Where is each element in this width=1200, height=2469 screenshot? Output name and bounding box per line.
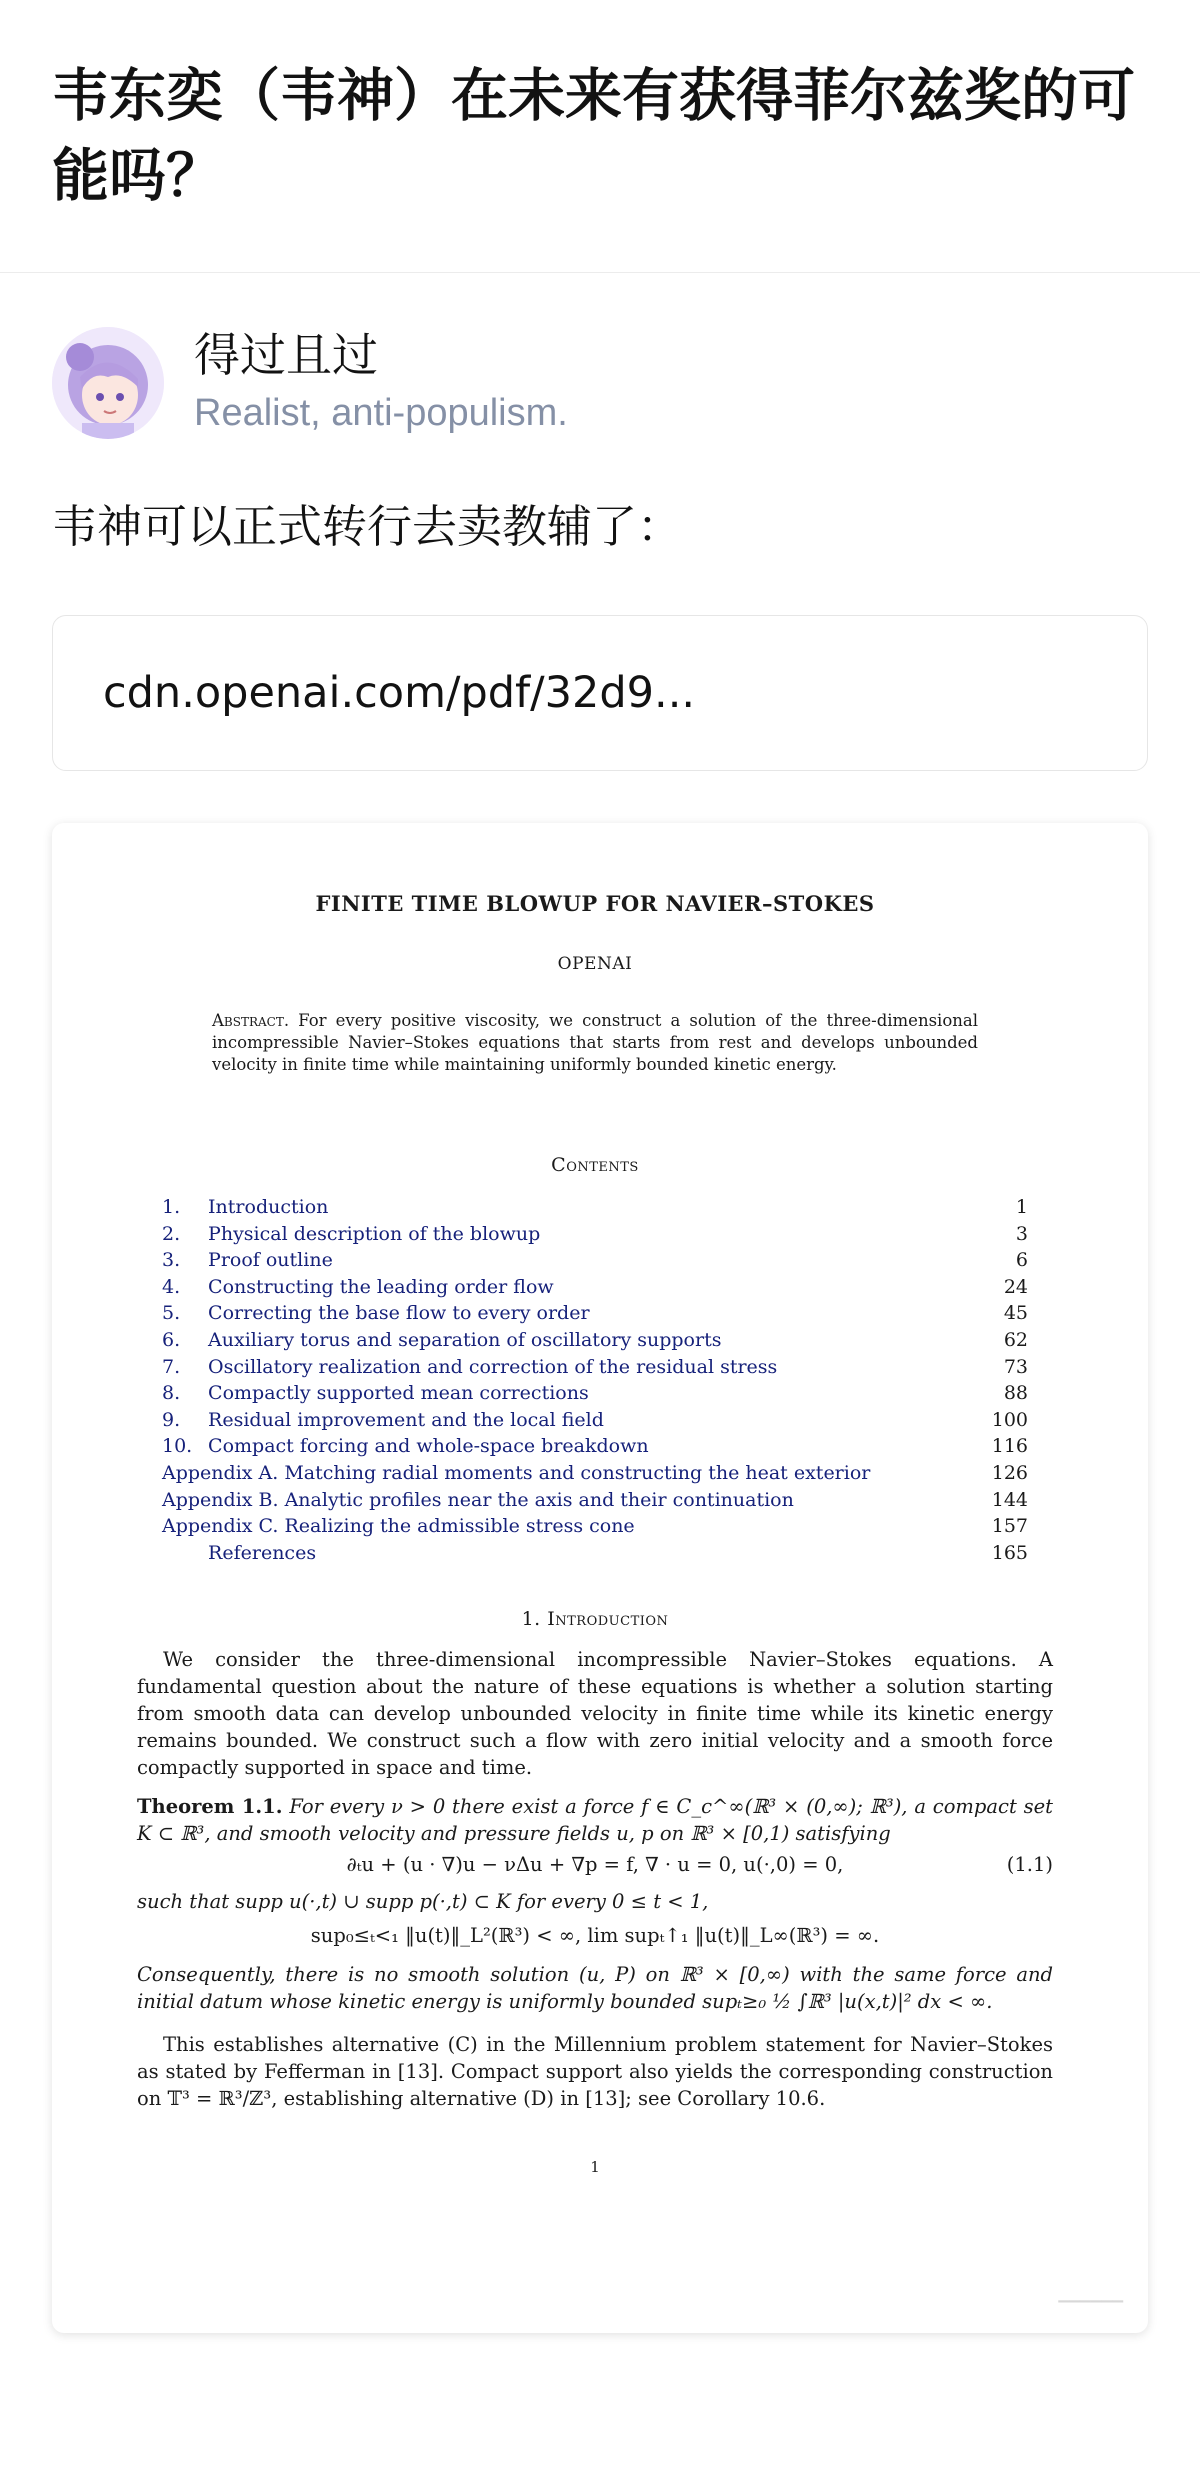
- toc-title: Physical description of the blowup: [208, 1222, 541, 1245]
- toc-item[interactable]: [162, 1274, 1028, 1301]
- toc-title: Compact forcing and whole-space breakdown: [208, 1435, 649, 1458]
- toc-page: 24: [1003, 1275, 1028, 1298]
- toc-title: References: [208, 1541, 317, 1564]
- page-number: 1: [590, 2158, 600, 2177]
- toc-title: Constructing the leading order flow: [208, 1275, 554, 1298]
- toc-page: 100: [991, 1408, 1028, 1431]
- toc-page: 45: [1003, 1302, 1028, 1325]
- equation-1-body: ∂ₜu + (u · ∇)u − νΔu + ∇p = f, ∇ · u = 0, u(·,0) = 0,: [346, 1853, 844, 1877]
- equation-2: sup₀≤ₜ<₁ ‖u(t)‖_L²(ℝ³) < ∞, lim supₜ↑₁ ‖u(t)‖_L∞(ℝ³) = ∞.: [310, 1924, 880, 1948]
- toc-number: 8.: [162, 1382, 181, 1405]
- toc-number: 10.: [162, 1435, 193, 1458]
- toc-page: 62: [1003, 1328, 1028, 1351]
- toc-title: Auxiliary torus and separation of oscillatory supports: [208, 1328, 722, 1351]
- intro-paragraph: We consider the three-dimensional incompressible Navier–Stokes equations. A fundamental question about the nature of these equations is whether a solution starting from smooth data can develop unbounded velocity in finite time while its kinetic energy remains bounded. We construct such a flow with zero initial velocity and a smooth force compactly supported in space and time.: [137, 1648, 1053, 1780]
- toc-page: 126: [991, 1461, 1028, 1484]
- answer-intro: 韦神可以正式转行去卖教辅了：: [52, 500, 683, 553]
- author-info: [0, 273, 1200, 439]
- anime-avatar-icon: [52, 327, 164, 439]
- toc-title: Introduction: [208, 1196, 329, 1218]
- paper-title: FINITE TIME BLOWUP FOR NAVIER–STOKES: [315, 891, 875, 916]
- table-of-contents: [162, 1194, 1028, 1566]
- toc-number: Appendix C.: [162, 1515, 279, 1538]
- toc-number: 5.: [162, 1302, 181, 1325]
- toc-page: 165: [991, 1541, 1028, 1564]
- toc-title: Oscillatory realization and correction of the residual stress: [208, 1355, 778, 1378]
- toc-item[interactable]: [162, 1407, 1028, 1434]
- author-name[interactable]: 得过且过: [194, 328, 378, 382]
- pdf-link-card[interactable]: [52, 615, 1148, 771]
- equation-1-tag: (1.1): [1006, 1853, 1053, 1877]
- abstract-text: For every positive viscosity, we construct a solution of the three-dimensional incompressible Navier–Stokes equations that starts from rest and develops unbounded velocity in finite time while maintaining uniformly bounded kinetic energy.: [212, 1011, 978, 1074]
- abstract-label: Abstract.: [212, 1011, 290, 1030]
- theorem-text: For every ν > 0 there exist a force f ∈ C_c^∞(ℝ³ × (0,∞); ℝ³), a compact set K ⊂ ℝ³, and smooth velocity and pressure fields u, p on ℝ³ × [0,1) satisfying: [137, 1795, 1053, 1846]
- toc-title: Realizing the admissible stress cone: [284, 1515, 635, 1538]
- toc-item[interactable]: [162, 1354, 1028, 1381]
- paper-author: OPENAI: [557, 954, 633, 974]
- toc-page: 1: [1015, 1196, 1028, 1218]
- toc-item[interactable]: [162, 1327, 1028, 1354]
- section-heading: 1. Introduction: [521, 1608, 669, 1631]
- toc-title: Compactly supported mean corrections: [208, 1382, 589, 1405]
- toc-page: 88: [1003, 1382, 1028, 1405]
- toc-number: 9.: [162, 1408, 181, 1431]
- toc-item[interactable]: [162, 1513, 1028, 1540]
- question-title[interactable]: 韦东奕（韦神）在未来有获得菲尔兹奖的可能吗？: [52, 63, 1135, 209]
- toc-number: 2.: [162, 1222, 181, 1245]
- toc-number: 6.: [162, 1328, 181, 1351]
- toc-title: Matching radial moments and constructing the heat exterior: [284, 1461, 871, 1484]
- author-bio: Realist, anti-populism.: [194, 392, 568, 434]
- toc-number: Appendix A.: [162, 1461, 279, 1484]
- consequently-text: Consequently, there is no smooth solution (u, P) on ℝ³ × [0,∞) with the same force and initial datum whose kinetic energy is uniformly bounded supₜ≥₀ ½ ∫ℝ³ |u(x,t)|² dx < ∞.: [137, 1963, 1053, 2014]
- toc-page: 157: [991, 1515, 1028, 1538]
- toc-item[interactable]: [162, 1247, 1028, 1274]
- toc-title: Proof outline: [208, 1249, 333, 1272]
- toc-item[interactable]: [162, 1194, 1028, 1221]
- toc-title: Correcting the base flow to every order: [208, 1302, 590, 1325]
- toc-item[interactable]: [162, 1433, 1028, 1460]
- toc-page: 73: [1003, 1355, 1028, 1378]
- pdf-link-text[interactable]: cdn.openai.com/pdf/32d9...: [103, 668, 696, 718]
- equation-1: [137, 1853, 1053, 1876]
- toc-number: 3.: [162, 1249, 181, 1272]
- paper-preview-image[interactable]: [52, 823, 1148, 2333]
- watermark: ▁▁▁▁▁▁: [1058, 2287, 1123, 2303]
- question-header: [0, 0, 1200, 273]
- toc-title: Residual improvement and the local field: [208, 1408, 604, 1431]
- toc-page: 116: [991, 1435, 1028, 1458]
- toc-number: 4.: [162, 1275, 181, 1298]
- toc-item[interactable]: [162, 1487, 1028, 1514]
- theorem: [137, 1793, 1053, 1847]
- toc-number: 1.: [162, 1196, 181, 1218]
- toc-page: 3: [1015, 1222, 1028, 1245]
- closing-paragraph: This establishes alternative (C) in the Millennium problem statement for Navier–Stokes as stated by Fefferman in [13]. Compact support also yields the corresponding construction on 𝕋³ = ℝ³/ℤ³, establishing alternative (D) in [13]; see Corollary 10.6.: [137, 2033, 1053, 2111]
- toc-page: 6: [1015, 1249, 1028, 1272]
- such-that-line: such that supp u(·,t) ∪ supp p(·,t) ⊂ K for every 0 ≤ t < 1,: [137, 1890, 709, 1914]
- toc-item[interactable]: [162, 1300, 1028, 1327]
- paper-abstract: [212, 1010, 978, 1076]
- toc-page: 144: [991, 1488, 1028, 1511]
- theorem-label: Theorem 1.1.: [137, 1795, 283, 1819]
- toc-title: Analytic profiles near the axis and their continuation: [284, 1488, 794, 1511]
- toc-number: 7.: [162, 1355, 181, 1378]
- toc-item[interactable]: [162, 1540, 1028, 1567]
- toc-number: Appendix B.: [162, 1488, 279, 1511]
- toc-item[interactable]: [162, 1221, 1028, 1248]
- contents-heading: Contents: [551, 1154, 639, 1176]
- avatar[interactable]: [52, 327, 164, 439]
- toc-item[interactable]: [162, 1380, 1028, 1407]
- toc-item[interactable]: [162, 1460, 1028, 1487]
- paper-page: [137, 891, 1053, 2176]
